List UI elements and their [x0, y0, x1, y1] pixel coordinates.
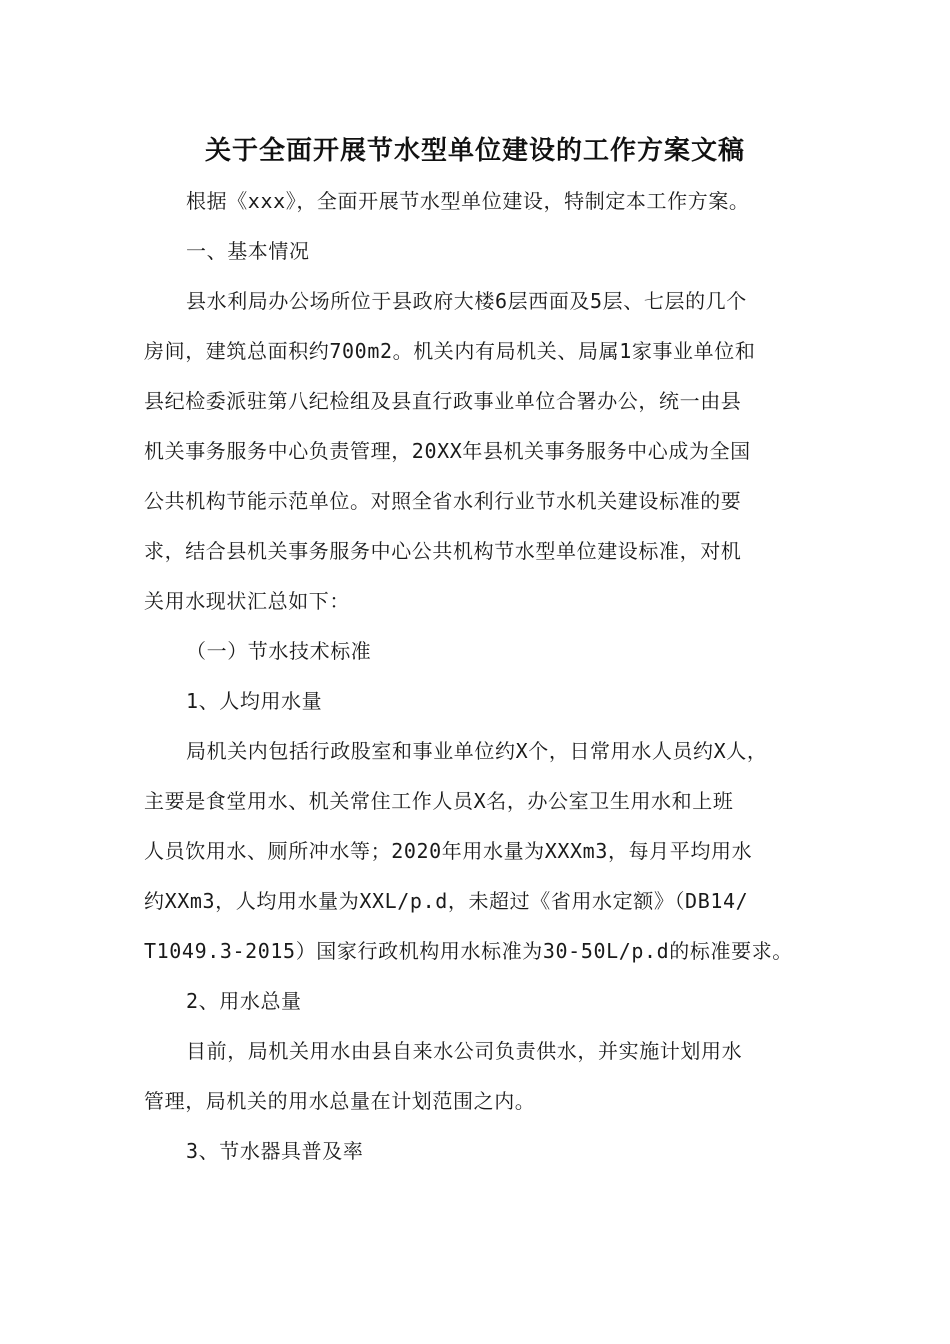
paragraph-line: 目前，局机关用水由县自来水公司负责供水，并实施计划用水	[186, 1039, 743, 1063]
item-heading: 2、用水总量	[186, 989, 302, 1013]
paragraph-line: 公共机构节能示范单位。对照全省水利行业节水机关建设标准的要	[144, 489, 742, 513]
item-heading: 1、人均用水量	[186, 689, 323, 713]
subsection-heading: （一）节水技术标准	[186, 639, 372, 663]
paragraph-line: 房间，建筑总面积约700m2。机关内有局机关、局属1家事业单位和	[144, 339, 756, 363]
paragraph-line: 管理，局机关的用水总量在计划范围之内。	[144, 1089, 536, 1113]
item-heading: 3、节水器具普及率	[186, 1139, 364, 1163]
paragraph-line: 根据《xxx》，全面开展节水型单位建设，特制定本工作方案。	[186, 189, 750, 213]
paragraph-line: 局机关内包括行政股室和事业单位约X个，日常用水人员约X人，	[186, 739, 768, 763]
paragraph-line: 约XXm3，人均用水量为XXL/p.d，未超过《省用水定额》（DB14/	[144, 889, 749, 913]
paragraph-line: 求，结合县机关事务服务中心公共机构节水型单位建设标准，对机	[144, 539, 742, 563]
paragraph-line: 县水利局办公场所位于县政府大楼6层西面及5层、七层的几个	[186, 289, 747, 313]
document-title: 关于全面开展节水型单位建设的工作方案文稿	[204, 136, 745, 166]
paragraph-line: 县纪检委派驻第八纪检组及县直行政事业单位合署办公，统一由县	[144, 389, 742, 413]
section-heading: 一、基本情况	[186, 239, 310, 263]
paragraph-line: 机关事务服务中心负责管理，20XX年县机关事务服务中心成为全国	[144, 439, 751, 463]
paragraph-line: 人员饮用水、厕所冲水等；2020年用水量为XXXm3，每月平均用水	[144, 839, 753, 863]
paragraph-line: T1049.3-2015）国家行政机构用水标准为30-50L/p.d的标准要求。	[144, 939, 793, 963]
paragraph-line: 关用水现状汇总如下：	[144, 589, 350, 613]
paragraph-line: 主要是食堂用水、机关常住工作人员X名，办公室卫生用水和上班	[144, 789, 734, 813]
